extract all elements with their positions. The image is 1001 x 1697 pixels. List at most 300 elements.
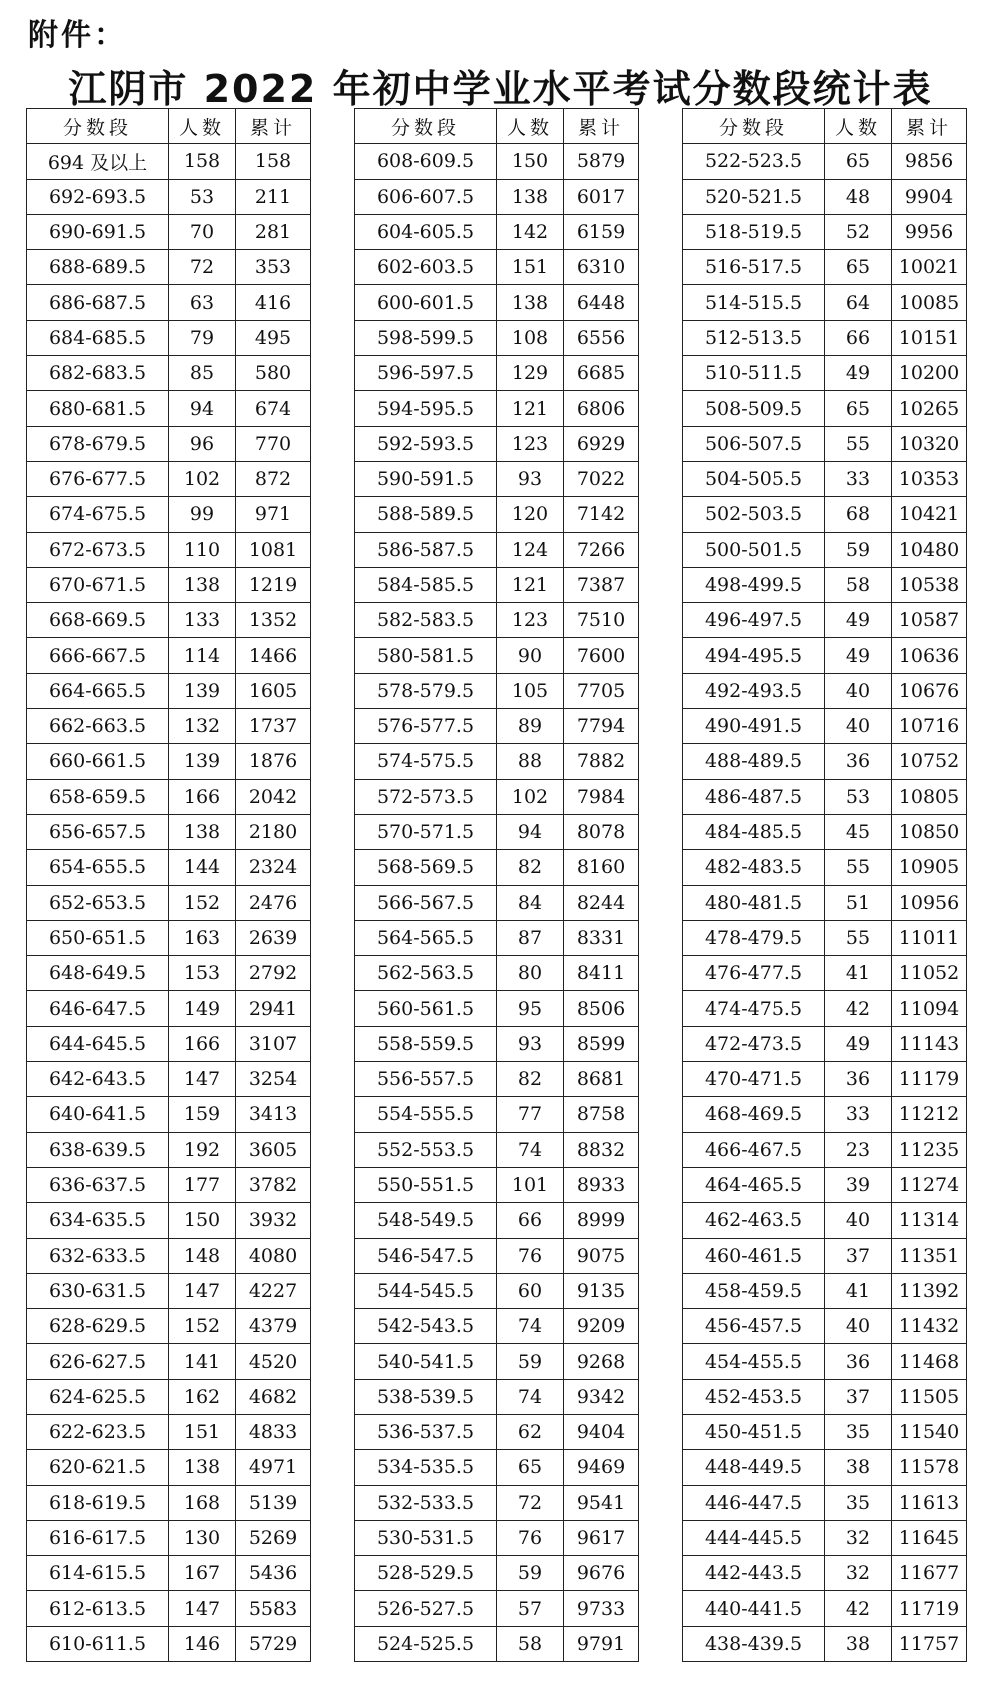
cumulative-cell: 11505 [892,1379,967,1414]
count-cell: 129 [497,356,564,391]
cumulative-cell: 8599 [564,1026,639,1061]
score-range-cell: 524-525.5 [355,1626,497,1661]
table-row [27,991,311,1026]
cumulative-cell: 10676 [892,673,967,708]
table-row [355,214,639,249]
cumulative-cell: 6159 [564,214,639,249]
count-cell: 93 [497,461,564,496]
cumulative-cell: 8758 [564,1097,639,1132]
table-row [683,461,967,496]
table-row [27,497,311,532]
table-row [683,497,967,532]
table-row [27,1591,311,1626]
score-range-cell: 600-601.5 [355,285,497,320]
table-row [355,1344,639,1379]
cumulative-cell: 4080 [236,1238,311,1273]
table-row [683,250,967,285]
cumulative-cell: 5583 [236,1591,311,1626]
table-row [683,1097,967,1132]
cumulative-cell: 9268 [564,1344,639,1379]
score-range-cell: 612-613.5 [27,1591,169,1626]
table-row [27,320,311,355]
table-row [355,1062,639,1097]
score-range-cell: 468-469.5 [683,1097,825,1132]
cumulative-cell: 6556 [564,320,639,355]
cumulative-cell: 9469 [564,1450,639,1485]
score-range-cell: 530-531.5 [355,1520,497,1555]
table-row [355,638,639,673]
table-row [355,1203,639,1238]
table-row [355,991,639,1026]
cumulative-cell: 674 [236,391,311,426]
header-cumulative: 累计 [892,109,967,144]
table-row [683,1026,967,1061]
count-cell: 37 [825,1238,892,1273]
count-cell: 142 [497,214,564,249]
score-range-cell: 668-669.5 [27,603,169,638]
cumulative-cell: 2792 [236,956,311,991]
count-cell: 35 [825,1485,892,1520]
score-range-cell: 594-595.5 [355,391,497,426]
count-cell: 66 [497,1203,564,1238]
cumulative-cell: 3254 [236,1062,311,1097]
table-row [27,1450,311,1485]
score-range-cell: 486-487.5 [683,779,825,814]
cumulative-cell: 7794 [564,709,639,744]
cumulative-cell: 10320 [892,426,967,461]
cumulative-cell: 9342 [564,1379,639,1414]
table-row [27,1626,311,1661]
count-cell: 85 [169,356,236,391]
score-range-cell: 488-489.5 [683,744,825,779]
table-row [683,1626,967,1661]
table-row [27,779,311,814]
table-row [27,1414,311,1449]
score-range-cell: 610-611.5 [27,1626,169,1661]
count-cell: 147 [169,1273,236,1308]
score-range-cell: 472-473.5 [683,1026,825,1061]
count-cell: 76 [497,1520,564,1555]
score-range-cell: 566-567.5 [355,885,497,920]
cumulative-cell: 4379 [236,1309,311,1344]
score-range-cell: 568-569.5 [355,850,497,885]
table-row [27,744,311,779]
table-row [27,1167,311,1202]
header-count: 人数 [825,109,892,144]
score-range-cell: 462-463.5 [683,1203,825,1238]
table-row [355,1026,639,1061]
count-cell: 150 [497,144,564,179]
cumulative-cell: 7387 [564,567,639,602]
cumulative-cell: 11645 [892,1520,967,1555]
count-cell: 82 [497,850,564,885]
table-row [27,814,311,849]
table-row [27,1379,311,1414]
cumulative-cell: 2476 [236,885,311,920]
count-cell: 158 [169,144,236,179]
table-header-row [683,109,967,144]
cumulative-cell: 10752 [892,744,967,779]
score-range-cell: 636-637.5 [27,1167,169,1202]
cumulative-cell: 1081 [236,532,311,567]
count-cell: 192 [169,1132,236,1167]
score-range-cell: 592-593.5 [355,426,497,461]
score-range-cell: 624-625.5 [27,1379,169,1414]
score-range-cell: 656-657.5 [27,814,169,849]
table-row [683,1520,967,1555]
score-range-cell: 522-523.5 [683,144,825,179]
count-cell: 102 [169,461,236,496]
cumulative-cell: 10200 [892,356,967,391]
count-cell: 42 [825,1591,892,1626]
score-range-cell: 586-587.5 [355,532,497,567]
cumulative-cell: 11432 [892,1309,967,1344]
table-row [27,850,311,885]
count-cell: 99 [169,497,236,532]
cumulative-cell: 10636 [892,638,967,673]
score-range-cell: 556-557.5 [355,1062,497,1097]
count-cell: 121 [497,391,564,426]
score-table-2 [354,108,639,1662]
count-cell: 138 [497,285,564,320]
table-row [27,1344,311,1379]
cumulative-cell: 10587 [892,603,967,638]
cumulative-cell: 11011 [892,920,967,955]
cumulative-cell: 11540 [892,1414,967,1449]
cumulative-cell: 8933 [564,1167,639,1202]
count-cell: 77 [497,1097,564,1132]
score-range-cell: 582-583.5 [355,603,497,638]
table-row [355,285,639,320]
count-cell: 123 [497,426,564,461]
count-cell: 62 [497,1414,564,1449]
score-range-cell: 438-439.5 [683,1626,825,1661]
count-cell: 123 [497,603,564,638]
cumulative-cell: 4833 [236,1414,311,1449]
count-cell: 37 [825,1379,892,1414]
table-row [27,673,311,708]
cumulative-cell: 8244 [564,885,639,920]
count-cell: 132 [169,709,236,744]
score-range-cell: 658-659.5 [27,779,169,814]
count-cell: 55 [825,920,892,955]
page-title: 江阴市 2022 年初中学业水平考试分数段统计表 [68,67,933,111]
cumulative-cell: 1466 [236,638,311,673]
score-range-cell: 514-515.5 [683,285,825,320]
count-cell: 147 [169,1062,236,1097]
score-range-cell: 676-677.5 [27,461,169,496]
cumulative-cell: 9404 [564,1414,639,1449]
count-cell: 146 [169,1626,236,1661]
table-row [27,250,311,285]
cumulative-cell: 2042 [236,779,311,814]
score-range-cell: 474-475.5 [683,991,825,1026]
table-row [355,1238,639,1273]
count-cell: 58 [497,1626,564,1661]
cumulative-cell: 8411 [564,956,639,991]
table-row [355,744,639,779]
table-row [683,779,967,814]
table-row [683,1203,967,1238]
score-range-cell: 476-477.5 [683,956,825,991]
score-range-cell: 632-633.5 [27,1238,169,1273]
score-range-cell: 542-543.5 [355,1309,497,1344]
count-cell: 48 [825,179,892,214]
table-row [27,356,311,391]
cumulative-cell: 281 [236,214,311,249]
score-range-cell: 454-455.5 [683,1344,825,1379]
cumulative-cell: 770 [236,426,311,461]
count-cell: 36 [825,744,892,779]
table-row [27,1203,311,1238]
count-cell: 93 [497,1026,564,1061]
cumulative-cell: 4682 [236,1379,311,1414]
table-row [27,1062,311,1097]
count-cell: 74 [497,1132,564,1167]
count-cell: 141 [169,1344,236,1379]
cumulative-cell: 5269 [236,1520,311,1555]
table-row [683,356,967,391]
cumulative-cell: 10151 [892,320,967,355]
count-cell: 57 [497,1591,564,1626]
score-range-cell: 634-635.5 [27,1203,169,1238]
table-row [683,709,967,744]
score-range-cell: 482-483.5 [683,850,825,885]
count-cell: 51 [825,885,892,920]
cumulative-cell: 2324 [236,850,311,885]
cumulative-cell: 11143 [892,1026,967,1061]
table-row [355,1379,639,1414]
count-cell: 74 [497,1309,564,1344]
score-range-cell: 490-491.5 [683,709,825,744]
table-row [355,920,639,955]
count-cell: 65 [825,250,892,285]
count-cell: 76 [497,1238,564,1273]
count-cell: 121 [497,567,564,602]
table-row [355,1556,639,1591]
score-range-cell: 590-591.5 [355,461,497,496]
table-row [683,320,967,355]
cumulative-cell: 353 [236,250,311,285]
table-row [27,461,311,496]
score-range-cell: 504-505.5 [683,461,825,496]
table-row [355,1132,639,1167]
score-range-cell: 602-603.5 [355,250,497,285]
score-range-cell: 616-617.5 [27,1520,169,1555]
count-cell: 23 [825,1132,892,1167]
cumulative-cell: 4520 [236,1344,311,1379]
cumulative-cell: 7882 [564,744,639,779]
table-row [683,1379,967,1414]
table-row [683,1132,967,1167]
score-range-cell: 572-573.5 [355,779,497,814]
score-range-cell: 688-689.5 [27,250,169,285]
score-range-cell: 502-503.5 [683,497,825,532]
count-cell: 49 [825,638,892,673]
cumulative-cell: 6310 [564,250,639,285]
table-row [355,1485,639,1520]
cumulative-cell: 10265 [892,391,967,426]
table-row [683,1591,967,1626]
count-cell: 59 [825,532,892,567]
score-range-cell: 686-687.5 [27,285,169,320]
cumulative-cell: 7705 [564,673,639,708]
header-count: 人数 [169,109,236,144]
count-cell: 59 [497,1556,564,1591]
count-cell: 42 [825,991,892,1026]
count-cell: 152 [169,885,236,920]
count-cell: 110 [169,532,236,567]
table-header-row [355,109,639,144]
score-range-cell: 478-479.5 [683,920,825,955]
table-row [355,497,639,532]
count-cell: 84 [497,885,564,920]
cumulative-cell: 495 [236,320,311,355]
cumulative-cell: 6017 [564,179,639,214]
score-range-cell: 544-545.5 [355,1273,497,1308]
cumulative-cell: 8078 [564,814,639,849]
table-row [27,1273,311,1308]
score-range-cell: 546-547.5 [355,1238,497,1273]
cumulative-cell: 10353 [892,461,967,496]
cumulative-cell: 9541 [564,1485,639,1520]
score-range-cell: 554-555.5 [355,1097,497,1132]
count-cell: 36 [825,1344,892,1379]
score-range-cell: 498-499.5 [683,567,825,602]
table-row [683,638,967,673]
score-range-cell: 646-647.5 [27,991,169,1026]
table-row [683,673,967,708]
score-range-cell: 516-517.5 [683,250,825,285]
count-cell: 65 [825,144,892,179]
cumulative-cell: 158 [236,144,311,179]
score-range-cell: 644-645.5 [27,1026,169,1061]
score-range-cell: 584-585.5 [355,567,497,602]
score-range-cell: 450-451.5 [683,1414,825,1449]
cumulative-cell: 9856 [892,144,967,179]
table-row [27,1097,311,1132]
count-cell: 72 [497,1485,564,1520]
score-range-cell: 692-693.5 [27,179,169,214]
table-row [27,1556,311,1591]
cumulative-cell: 7600 [564,638,639,673]
count-cell: 35 [825,1414,892,1449]
cumulative-cell: 211 [236,179,311,214]
cumulative-cell: 10085 [892,285,967,320]
table-row [27,285,311,320]
cumulative-cell: 9956 [892,214,967,249]
cumulative-cell: 3107 [236,1026,311,1061]
count-cell: 60 [497,1273,564,1308]
score-range-cell: 570-571.5 [355,814,497,849]
header-count: 人数 [497,109,564,144]
cumulative-cell: 4971 [236,1450,311,1485]
cumulative-cell: 11677 [892,1556,967,1591]
cumulative-cell: 10421 [892,497,967,532]
cumulative-cell: 971 [236,497,311,532]
cumulative-cell: 7266 [564,532,639,567]
table-row [683,567,967,602]
table-row [683,144,967,179]
cumulative-cell: 10021 [892,250,967,285]
cumulative-cell: 10538 [892,567,967,602]
count-cell: 72 [169,250,236,285]
score-range-cell: 654-655.5 [27,850,169,885]
count-cell: 138 [169,814,236,849]
cumulative-cell: 10716 [892,709,967,744]
score-range-cell: 494-495.5 [683,638,825,673]
table-row [355,1450,639,1485]
count-cell: 138 [169,567,236,602]
count-cell: 159 [169,1097,236,1132]
count-cell: 105 [497,673,564,708]
table-row [355,1097,639,1132]
score-range-cell: 518-519.5 [683,214,825,249]
table-row [355,603,639,638]
cumulative-cell: 11052 [892,956,967,991]
cumulative-cell: 11468 [892,1344,967,1379]
score-range-cell: 682-683.5 [27,356,169,391]
table-row [355,461,639,496]
score-range-cell: 510-511.5 [683,356,825,391]
table-row [27,1238,311,1273]
count-cell: 66 [825,320,892,355]
cumulative-cell: 5139 [236,1485,311,1520]
table-row [27,532,311,567]
cumulative-cell: 9791 [564,1626,639,1661]
table-row [683,920,967,955]
count-cell: 36 [825,1062,892,1097]
count-cell: 40 [825,1309,892,1344]
table-row [355,1309,639,1344]
cumulative-cell: 1876 [236,744,311,779]
cumulative-cell: 1352 [236,603,311,638]
table-row [683,1238,967,1273]
table-row [683,991,967,1026]
cumulative-cell: 10850 [892,814,967,849]
score-range-cell: 620-621.5 [27,1450,169,1485]
table-row [683,814,967,849]
table-row [683,285,967,320]
cumulative-cell: 7142 [564,497,639,532]
table-row [683,885,967,920]
score-range-cell: 466-467.5 [683,1132,825,1167]
score-range-cell: 670-671.5 [27,567,169,602]
table-row [683,1485,967,1520]
score-range-cell: 538-539.5 [355,1379,497,1414]
table-row [27,956,311,991]
count-cell: 147 [169,1591,236,1626]
table-row [683,391,967,426]
count-cell: 41 [825,1273,892,1308]
cumulative-cell: 9209 [564,1309,639,1344]
table-row [27,1132,311,1167]
count-cell: 153 [169,956,236,991]
count-cell: 151 [169,1414,236,1449]
table-row [355,179,639,214]
table-row [683,532,967,567]
count-cell: 40 [825,709,892,744]
table-row [683,1167,967,1202]
count-cell: 55 [825,426,892,461]
count-cell: 94 [497,814,564,849]
attachment-label: 附件： [28,18,127,53]
cumulative-cell: 9676 [564,1556,639,1591]
table-row [355,1591,639,1626]
count-cell: 144 [169,850,236,885]
cumulative-cell: 5729 [236,1626,311,1661]
table-row [355,1167,639,1202]
